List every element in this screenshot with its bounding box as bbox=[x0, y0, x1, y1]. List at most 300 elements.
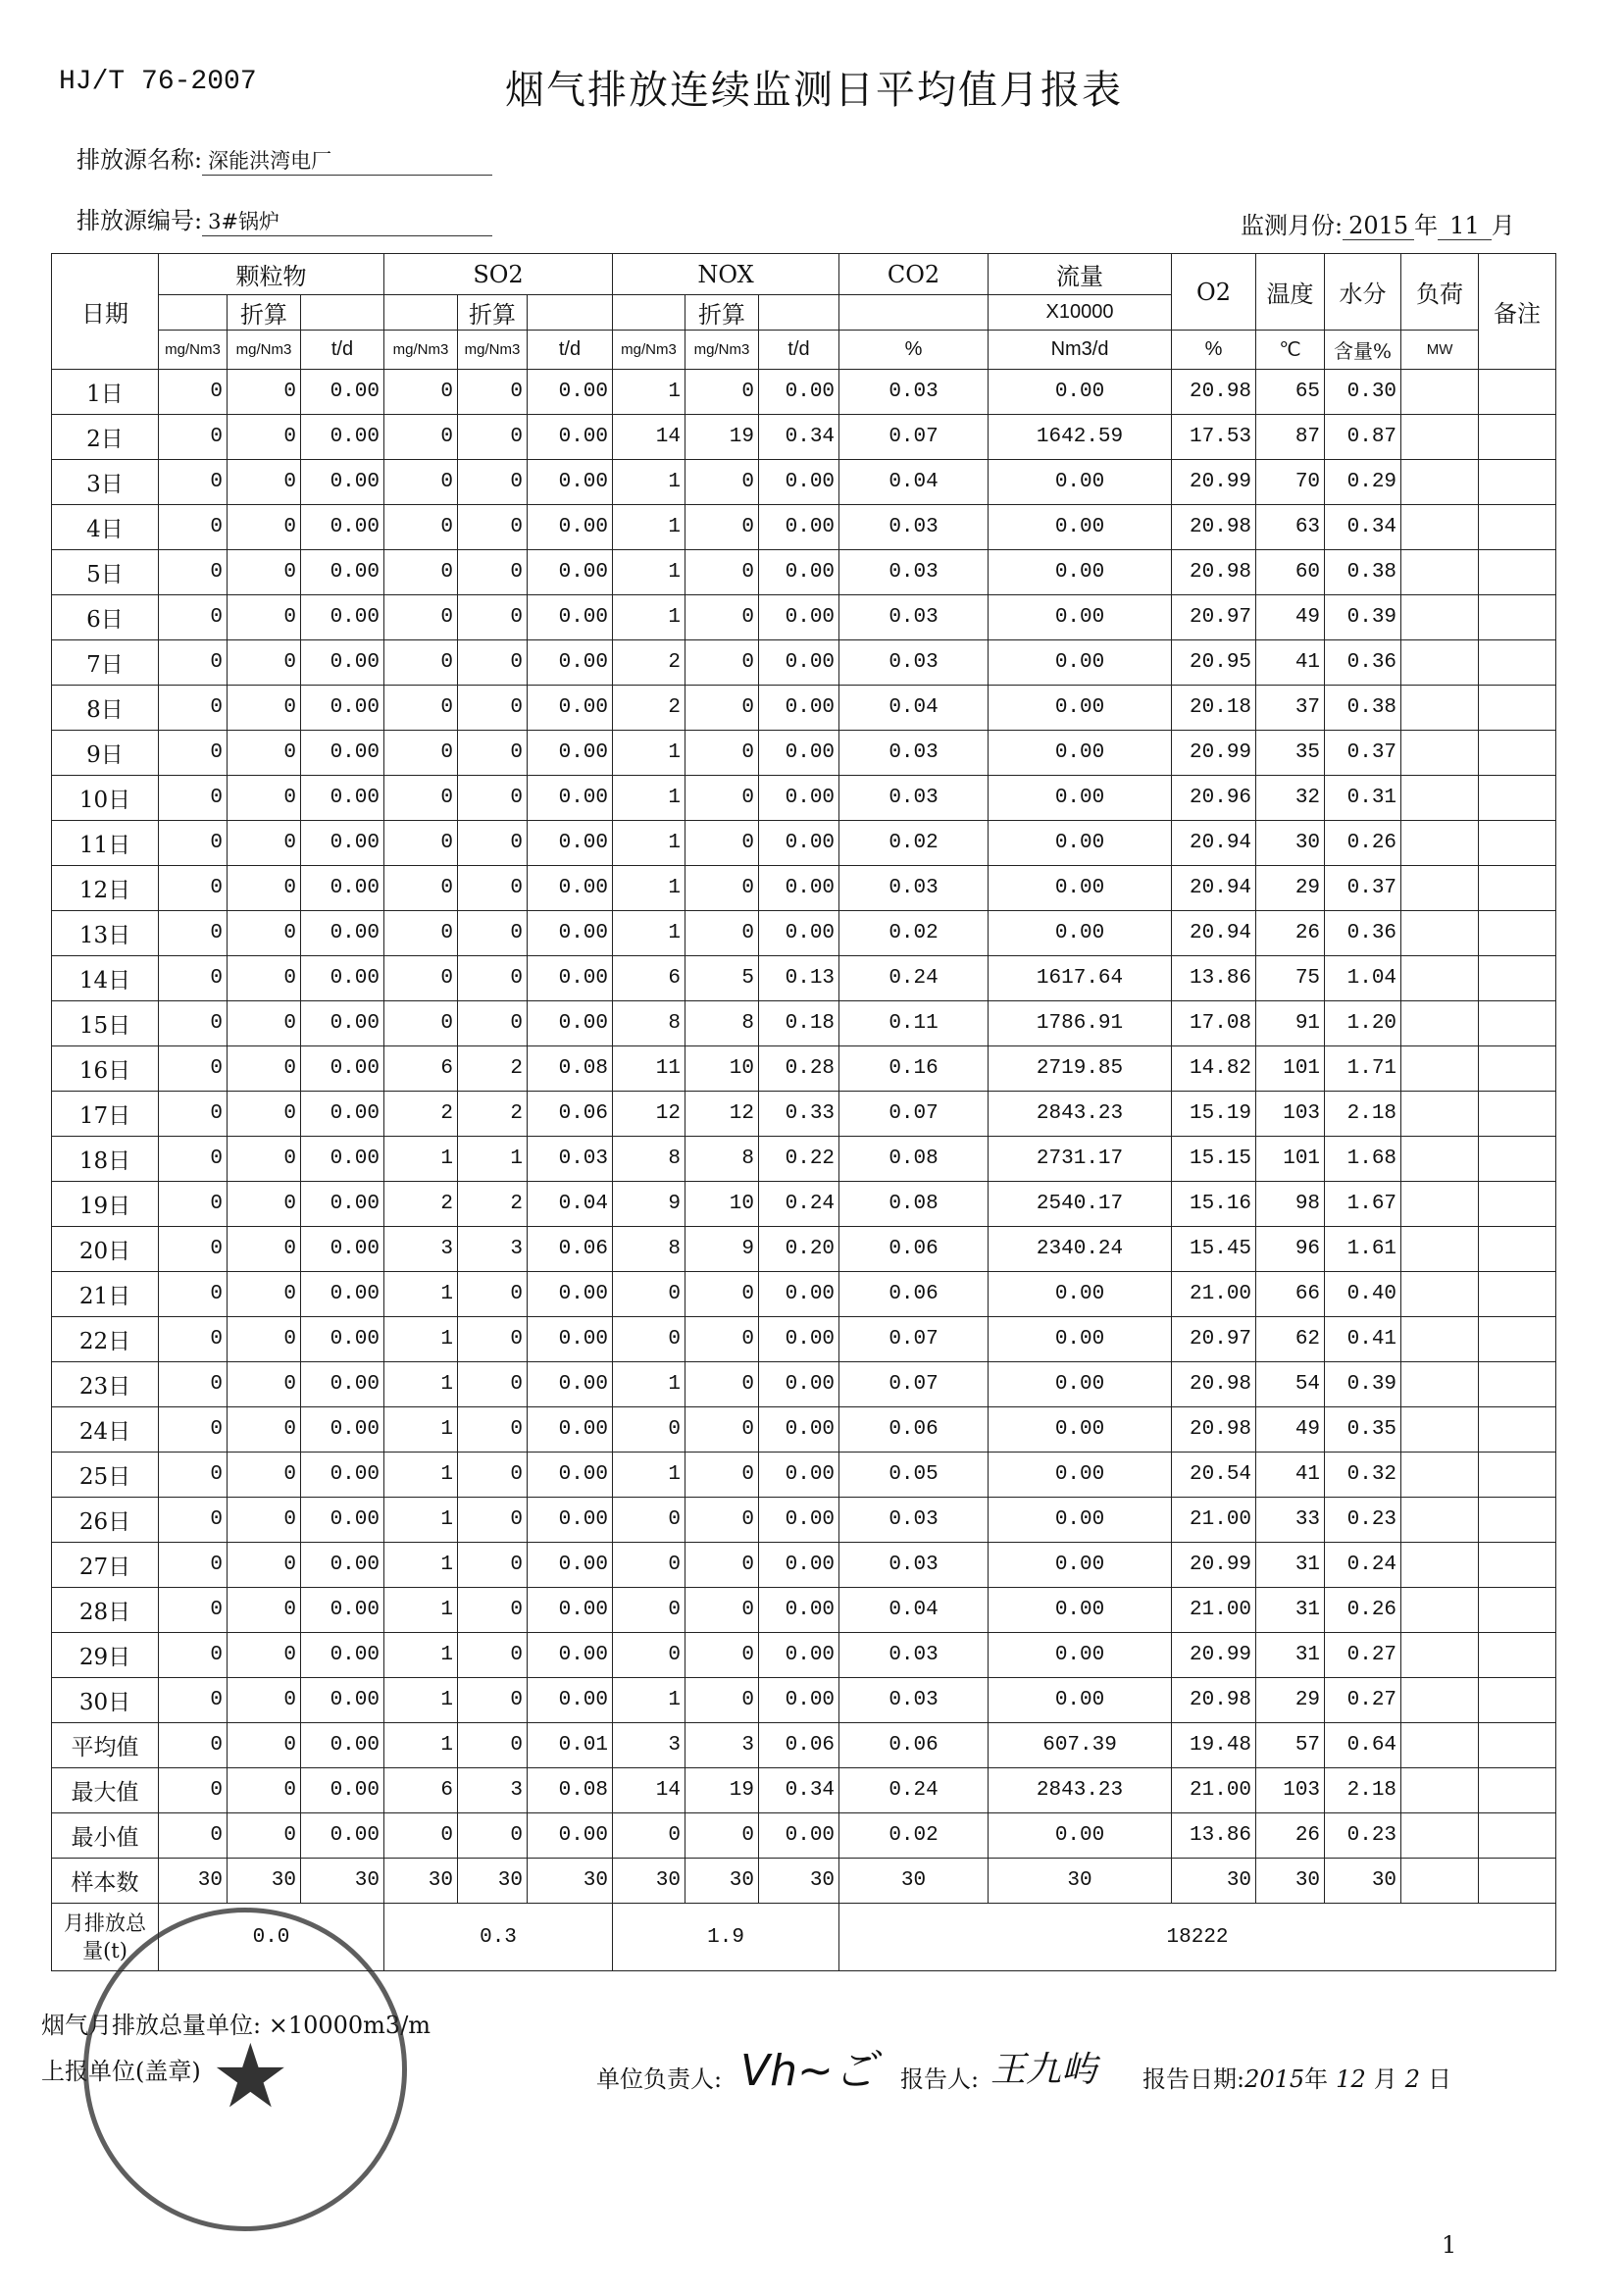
cell-temp: 31 bbox=[1256, 1543, 1325, 1588]
cell-nox-converted: 10 bbox=[685, 1182, 759, 1227]
cell-so2-mg: 1 bbox=[384, 1498, 458, 1543]
cell-particle-converted: 0 bbox=[228, 370, 301, 415]
cell-particle-td: 0.00 bbox=[301, 956, 384, 1001]
cell-water: 0.87 bbox=[1325, 415, 1401, 460]
cell-nox-converted: 0 bbox=[685, 640, 759, 686]
cell-date: 7日 bbox=[52, 640, 159, 686]
cell-nox-td: 0.00 bbox=[759, 731, 839, 776]
cell-so2-mg: 0 bbox=[384, 731, 458, 776]
monitoring-table bbox=[51, 253, 1556, 1971]
cell-so2-td: 0.00 bbox=[528, 1543, 613, 1588]
cell-nox-mg: 8 bbox=[613, 1227, 685, 1272]
cell-particle-converted: 0 bbox=[228, 731, 301, 776]
cell-so2-converted: 0 bbox=[458, 595, 528, 640]
cell-co2: 0.06 bbox=[839, 1272, 989, 1317]
cell-o2: 17.08 bbox=[1172, 1001, 1256, 1046]
cell-so2-td: 0.08 bbox=[528, 1768, 613, 1813]
cell-particle-converted: 0 bbox=[228, 956, 301, 1001]
cell-particle-mg: 0 bbox=[159, 1092, 228, 1137]
cell-particle-td: 0.00 bbox=[301, 1588, 384, 1633]
cell-flow: 0.00 bbox=[989, 911, 1172, 956]
cell-particle-converted: 0 bbox=[228, 866, 301, 911]
cell-nox-td: 0.18 bbox=[759, 1001, 839, 1046]
cell-co2: 0.02 bbox=[839, 911, 989, 956]
cell-note bbox=[1479, 731, 1556, 776]
source-name-value: 深能洪湾电厂 bbox=[202, 145, 492, 176]
cell-co2: 0.02 bbox=[839, 821, 989, 866]
cell-so2-td: 0.00 bbox=[528, 505, 613, 550]
cell-so2-mg: 1 bbox=[384, 1272, 458, 1317]
cell-co2: 0.03 bbox=[839, 1498, 989, 1543]
cell-so2-converted: 0 bbox=[458, 1588, 528, 1633]
cell-nox-converted: 19 bbox=[685, 1768, 759, 1813]
cell-particle-td: 0.00 bbox=[301, 1633, 384, 1678]
cell-so2-td: 0.00 bbox=[528, 1453, 613, 1498]
cell-date: 10日 bbox=[52, 776, 159, 821]
cell-water: 2.18 bbox=[1325, 1768, 1401, 1813]
cell-particle-converted: 0 bbox=[228, 1723, 301, 1768]
cell-co2: 0.03 bbox=[839, 370, 989, 415]
cell-flow: 0.00 bbox=[989, 640, 1172, 686]
seal-star-icon: ★ bbox=[211, 2025, 290, 2128]
cell-load bbox=[1401, 1092, 1479, 1137]
cell-o2: 20.99 bbox=[1172, 460, 1256, 505]
cell-note bbox=[1479, 686, 1556, 731]
cell-note bbox=[1479, 1633, 1556, 1678]
cell-date: 28日 bbox=[52, 1588, 159, 1633]
cell-o2: 20.98 bbox=[1172, 1407, 1256, 1453]
cell-nox-converted: 0 bbox=[685, 1272, 759, 1317]
cell-o2: 15.15 bbox=[1172, 1137, 1256, 1182]
col-particle: 颗粒物 bbox=[159, 254, 384, 295]
cell-load bbox=[1401, 1272, 1479, 1317]
table-row bbox=[52, 1046, 1556, 1092]
cell-nox-td: 0.20 bbox=[759, 1227, 839, 1272]
cell-note bbox=[1479, 1723, 1556, 1768]
cell-nox-td: 0.00 bbox=[759, 1453, 839, 1498]
cell-water: 0.30 bbox=[1325, 370, 1401, 415]
cell-load bbox=[1401, 1859, 1479, 1904]
cell-so2-td: 0.01 bbox=[528, 1723, 613, 1768]
cell-nox-converted: 0 bbox=[685, 1498, 759, 1543]
cell-nox-converted: 0 bbox=[685, 550, 759, 595]
cell-temp: 62 bbox=[1256, 1317, 1325, 1362]
cell-nox-converted: 8 bbox=[685, 1001, 759, 1046]
cell-particle-mg: 0 bbox=[159, 866, 228, 911]
flow-total: 18222 bbox=[839, 1904, 1556, 1971]
cell-so2-converted: 0 bbox=[458, 686, 528, 731]
cell-nox-td: 0.00 bbox=[759, 370, 839, 415]
source-name bbox=[76, 140, 492, 176]
unit: 含量% bbox=[1325, 331, 1401, 370]
cell-nox-mg: 1 bbox=[613, 370, 685, 415]
cell-flow: 0.00 bbox=[989, 731, 1172, 776]
table-row bbox=[52, 1227, 1556, 1272]
cell-temp: 33 bbox=[1256, 1498, 1325, 1543]
row-label: 月排放总量(t) bbox=[52, 1904, 159, 1971]
cell-so2-td: 0.03 bbox=[528, 1137, 613, 1182]
cell-date: 13日 bbox=[52, 911, 159, 956]
cell-flow: 0.00 bbox=[989, 460, 1172, 505]
table-row bbox=[52, 911, 1556, 956]
cell-particle-converted: 30 bbox=[228, 1859, 301, 1904]
cell-nox-td: 0.00 bbox=[759, 866, 839, 911]
table-row bbox=[52, 1453, 1556, 1498]
table-row bbox=[52, 1768, 1556, 1813]
cell-water: 0.37 bbox=[1325, 731, 1401, 776]
unit: mg/Nm3 bbox=[685, 331, 759, 370]
particle-total: 0.0 bbox=[159, 1904, 384, 1971]
cell-particle-mg: 0 bbox=[159, 956, 228, 1001]
cell-nox-mg: 1 bbox=[613, 731, 685, 776]
unit: mg/Nm3 bbox=[613, 331, 685, 370]
cell-so2-mg: 0 bbox=[384, 370, 458, 415]
table-row bbox=[52, 1182, 1556, 1227]
flow-multiplier: X10000 bbox=[989, 295, 1172, 331]
cell-particle-td: 0.00 bbox=[301, 505, 384, 550]
cell-note bbox=[1479, 415, 1556, 460]
cell-note bbox=[1479, 956, 1556, 1001]
date-month: 12 bbox=[1336, 2065, 1366, 2093]
col-note: 备注 bbox=[1479, 254, 1556, 370]
cell-nox-converted: 0 bbox=[685, 776, 759, 821]
cell-so2-mg: 3 bbox=[384, 1227, 458, 1272]
cell-nox-mg: 0 bbox=[613, 1588, 685, 1633]
cell-note bbox=[1479, 460, 1556, 505]
cell-nox-td: 0.00 bbox=[759, 1678, 839, 1723]
cell-flow: 0.00 bbox=[989, 505, 1172, 550]
cell-so2-td: 0.00 bbox=[528, 911, 613, 956]
unit: t/d bbox=[301, 331, 384, 370]
cell-note bbox=[1479, 1001, 1556, 1046]
cell-nox-td: 0.00 bbox=[759, 776, 839, 821]
cell-particle-mg: 0 bbox=[159, 1317, 228, 1362]
cell-particle-converted: 0 bbox=[228, 505, 301, 550]
cell-water: 30 bbox=[1325, 1859, 1401, 1904]
cell-water: 0.23 bbox=[1325, 1498, 1401, 1543]
cell-water: 0.26 bbox=[1325, 1588, 1401, 1633]
cell-water: 0.27 bbox=[1325, 1678, 1401, 1723]
cell-so2-converted: 0 bbox=[458, 956, 528, 1001]
cell-so2-mg: 0 bbox=[384, 776, 458, 821]
cell-particle-converted: 0 bbox=[228, 1137, 301, 1182]
table-row bbox=[52, 686, 1556, 731]
table-row bbox=[52, 776, 1556, 821]
cell-load bbox=[1401, 1498, 1479, 1543]
cell-so2-td: 0.00 bbox=[528, 550, 613, 595]
cell-temp: 75 bbox=[1256, 956, 1325, 1001]
cell-date: 25日 bbox=[52, 1453, 159, 1498]
cell-particle-converted: 0 bbox=[228, 1001, 301, 1046]
cell-water: 0.39 bbox=[1325, 595, 1401, 640]
cell-so2-converted: 0 bbox=[458, 1813, 528, 1859]
cell-nox-mg: 0 bbox=[613, 1317, 685, 1362]
cell-load bbox=[1401, 1137, 1479, 1182]
cell-flow: 0.00 bbox=[989, 1633, 1172, 1678]
cell-nox-td: 0.00 bbox=[759, 1362, 839, 1407]
cell-temp: 70 bbox=[1256, 460, 1325, 505]
cell-so2-converted: 0 bbox=[458, 1362, 528, 1407]
col-flow: 流量 bbox=[989, 254, 1172, 295]
cell-particle-mg: 0 bbox=[159, 911, 228, 956]
cell-flow: 2340.24 bbox=[989, 1227, 1172, 1272]
cell-particle-mg: 0 bbox=[159, 1182, 228, 1227]
cell-nox-converted: 0 bbox=[685, 505, 759, 550]
cell-o2: 20.97 bbox=[1172, 1317, 1256, 1362]
cell-date: 1日 bbox=[52, 370, 159, 415]
cell-temp: 63 bbox=[1256, 505, 1325, 550]
cell-particle-mg: 0 bbox=[159, 1588, 228, 1633]
cell-nox-mg: 8 bbox=[613, 1001, 685, 1046]
cell-so2-mg: 1 bbox=[384, 1453, 458, 1498]
cell-so2-td: 0.00 bbox=[528, 370, 613, 415]
cell-temp: 101 bbox=[1256, 1137, 1325, 1182]
cell-nox-mg: 1 bbox=[613, 776, 685, 821]
cell-load bbox=[1401, 776, 1479, 821]
unit: mg/Nm3 bbox=[159, 331, 228, 370]
cell-temp: 30 bbox=[1256, 1859, 1325, 1904]
cell-so2-mg: 0 bbox=[384, 505, 458, 550]
cell-flow: 2731.17 bbox=[989, 1137, 1172, 1182]
cell-date: 24日 bbox=[52, 1407, 159, 1453]
cell-flow: 0.00 bbox=[989, 1272, 1172, 1317]
cell-so2-mg: 6 bbox=[384, 1046, 458, 1092]
cell-flow: 0.00 bbox=[989, 1678, 1172, 1723]
so2-total: 0.3 bbox=[384, 1904, 613, 1971]
cell-particle-mg: 0 bbox=[159, 595, 228, 640]
cell-particle-converted: 0 bbox=[228, 1453, 301, 1498]
cell-flow: 0.00 bbox=[989, 776, 1172, 821]
cell-load bbox=[1401, 731, 1479, 776]
cell-o2: 15.19 bbox=[1172, 1092, 1256, 1137]
cell-so2-converted: 0 bbox=[458, 505, 528, 550]
cell-nox-mg: 0 bbox=[613, 1633, 685, 1678]
cell-nox-td: 0.00 bbox=[759, 1543, 839, 1588]
cell-so2-td: 0.00 bbox=[528, 1813, 613, 1859]
cell-nox-converted: 8 bbox=[685, 1137, 759, 1182]
cell-water: 0.40 bbox=[1325, 1272, 1401, 1317]
source-no-label: 排放源编号: bbox=[76, 207, 203, 234]
cell-load bbox=[1401, 1182, 1479, 1227]
cell-water: 1.71 bbox=[1325, 1046, 1401, 1092]
cell-so2-mg: 0 bbox=[384, 911, 458, 956]
cell-particle-mg: 0 bbox=[159, 1813, 228, 1859]
cell-particle-converted: 0 bbox=[228, 1317, 301, 1362]
cell-flow: 0.00 bbox=[989, 686, 1172, 731]
cell-so2-converted: 0 bbox=[458, 1723, 528, 1768]
cell-nox-converted: 0 bbox=[685, 1317, 759, 1362]
cell-so2-mg: 2 bbox=[384, 1092, 458, 1137]
table-row bbox=[52, 595, 1556, 640]
cell-co2: 0.07 bbox=[839, 1317, 989, 1362]
cell-nox-td: 0.00 bbox=[759, 686, 839, 731]
cell-so2-converted: 1 bbox=[458, 1137, 528, 1182]
cell-date: 2日 bbox=[52, 415, 159, 460]
cell-nox-mg: 1 bbox=[613, 460, 685, 505]
table-row bbox=[52, 1498, 1556, 1543]
cell-load bbox=[1401, 1317, 1479, 1362]
report-date bbox=[1142, 2060, 1451, 2094]
cell-load bbox=[1401, 1453, 1479, 1498]
cell-date: 4日 bbox=[52, 505, 159, 550]
cell-nox-converted: 3 bbox=[685, 1723, 759, 1768]
cell-so2-converted: 0 bbox=[458, 866, 528, 911]
cell-nox-converted: 30 bbox=[685, 1859, 759, 1904]
cell-co2: 0.07 bbox=[839, 415, 989, 460]
cell-flow: 2843.23 bbox=[989, 1768, 1172, 1813]
cell-so2-converted: 0 bbox=[458, 821, 528, 866]
cell-so2-mg: 1 bbox=[384, 1543, 458, 1588]
cell-particle-mg: 0 bbox=[159, 686, 228, 731]
cell-so2-converted: 2 bbox=[458, 1046, 528, 1092]
cell-flow: 0.00 bbox=[989, 595, 1172, 640]
cell-flow: 2540.17 bbox=[989, 1182, 1172, 1227]
cell-o2: 20.98 bbox=[1172, 1678, 1256, 1723]
cell-water: 1.61 bbox=[1325, 1227, 1401, 1272]
cell-nox-converted: 0 bbox=[685, 686, 759, 731]
cell-so2-td: 0.00 bbox=[528, 1362, 613, 1407]
cell-load bbox=[1401, 1046, 1479, 1092]
cell-note bbox=[1479, 1588, 1556, 1633]
table-row bbox=[52, 1001, 1556, 1046]
cell-so2-td: 0.00 bbox=[528, 1633, 613, 1678]
cell-o2: 20.98 bbox=[1172, 505, 1256, 550]
cell-so2-converted: 0 bbox=[458, 1633, 528, 1678]
cell-so2-mg: 30 bbox=[384, 1859, 458, 1904]
cell-particle-td: 0.00 bbox=[301, 550, 384, 595]
date-day: 2 bbox=[1404, 2065, 1420, 2093]
table-row bbox=[52, 505, 1556, 550]
cell-particle-mg: 0 bbox=[159, 1001, 228, 1046]
cell-particle-td: 0.00 bbox=[301, 821, 384, 866]
cell-so2-td: 0.00 bbox=[528, 460, 613, 505]
cell-nox-mg: 0 bbox=[613, 1407, 685, 1453]
cell-nox-mg: 12 bbox=[613, 1092, 685, 1137]
cell-o2: 21.00 bbox=[1172, 1588, 1256, 1633]
cell-so2-td: 0.00 bbox=[528, 595, 613, 640]
cell-so2-mg: 1 bbox=[384, 1407, 458, 1453]
table-row bbox=[52, 415, 1556, 460]
cell-nox-converted: 0 bbox=[685, 460, 759, 505]
cell-particle-mg: 0 bbox=[159, 1362, 228, 1407]
cell-o2: 20.99 bbox=[1172, 1543, 1256, 1588]
cell-particle-mg: 0 bbox=[159, 1227, 228, 1272]
cell-particle-mg: 0 bbox=[159, 415, 228, 460]
cell-so2-converted: 0 bbox=[458, 370, 528, 415]
cell-o2: 20.94 bbox=[1172, 911, 1256, 956]
cell-so2-td: 0.00 bbox=[528, 1678, 613, 1723]
cell-so2-mg: 0 bbox=[384, 415, 458, 460]
cell-so2-td: 0.04 bbox=[528, 1182, 613, 1227]
table-row bbox=[52, 1588, 1556, 1633]
cell-particle-td: 0.00 bbox=[301, 866, 384, 911]
cell-so2-converted: 2 bbox=[458, 1182, 528, 1227]
cell-co2: 0.03 bbox=[839, 595, 989, 640]
cell-nox-td: 0.00 bbox=[759, 1317, 839, 1362]
cell-nox-converted: 19 bbox=[685, 415, 759, 460]
col-temp: 温度 bbox=[1256, 254, 1325, 331]
cell-nox-converted: 5 bbox=[685, 956, 759, 1001]
cell-note bbox=[1479, 1453, 1556, 1498]
cell-particle-td: 0.00 bbox=[301, 1813, 384, 1859]
table-row bbox=[52, 1362, 1556, 1407]
table-row bbox=[52, 731, 1556, 776]
cell-water: 0.37 bbox=[1325, 866, 1401, 911]
cell-particle-td: 0.00 bbox=[301, 1317, 384, 1362]
cell-water: 0.34 bbox=[1325, 505, 1401, 550]
year-unit: 年 bbox=[1414, 212, 1439, 239]
cell-so2-converted: 0 bbox=[458, 911, 528, 956]
cell-water: 1.67 bbox=[1325, 1182, 1401, 1227]
page-title: 烟气排放连续监测日平均值月报表 bbox=[505, 68, 1123, 113]
cell-co2: 0.24 bbox=[839, 956, 989, 1001]
cell-so2-converted: 3 bbox=[458, 1768, 528, 1813]
cell-particle-mg: 0 bbox=[159, 1453, 228, 1498]
cell-o2: 13.86 bbox=[1172, 956, 1256, 1001]
cell-o2: 20.98 bbox=[1172, 370, 1256, 415]
table-row bbox=[52, 866, 1556, 911]
cell-flow: 1642.59 bbox=[989, 415, 1172, 460]
cell-so2-converted: 0 bbox=[458, 1678, 528, 1723]
cell-particle-mg: 0 bbox=[159, 550, 228, 595]
cell-temp: 30 bbox=[1256, 821, 1325, 866]
cell-flow: 2719.85 bbox=[989, 1046, 1172, 1092]
cell-so2-mg: 1 bbox=[384, 1317, 458, 1362]
cell-so2-td: 0.06 bbox=[528, 1227, 613, 1272]
cell-nox-td: 0.00 bbox=[759, 1407, 839, 1453]
cell-so2-td: 0.00 bbox=[528, 415, 613, 460]
cell-co2: 0.08 bbox=[839, 1137, 989, 1182]
cell-nox-converted: 0 bbox=[685, 911, 759, 956]
cell-so2-td: 0.00 bbox=[528, 1317, 613, 1362]
cell-water: 0.31 bbox=[1325, 776, 1401, 821]
cell-particle-converted: 0 bbox=[228, 1407, 301, 1453]
cell-co2: 0.02 bbox=[839, 1813, 989, 1859]
cell-nox-mg: 1 bbox=[613, 1362, 685, 1407]
cell-flow: 0.00 bbox=[989, 370, 1172, 415]
cell-date: 22日 bbox=[52, 1317, 159, 1362]
cell-nox-mg: 0 bbox=[613, 1543, 685, 1588]
cell-nox-td: 0.28 bbox=[759, 1046, 839, 1092]
cell-o2: 21.00 bbox=[1172, 1272, 1256, 1317]
cell-temp: 96 bbox=[1256, 1227, 1325, 1272]
cell-particle-td: 0.00 bbox=[301, 911, 384, 956]
cell-nox-converted: 0 bbox=[685, 1813, 759, 1859]
cell-particle-mg: 0 bbox=[159, 1407, 228, 1453]
cell-so2-td: 0.08 bbox=[528, 1046, 613, 1092]
cell-date: 3日 bbox=[52, 460, 159, 505]
cell-so2-converted: 0 bbox=[458, 1272, 528, 1317]
cell-nox-mg: 3 bbox=[613, 1723, 685, 1768]
cell-temp: 103 bbox=[1256, 1768, 1325, 1813]
col-load: 负荷 bbox=[1401, 254, 1479, 331]
reporter-signature: 王九屿 bbox=[990, 2050, 1097, 2090]
table-row bbox=[52, 370, 1556, 415]
cell-nox-converted: 0 bbox=[685, 1543, 759, 1588]
cell-particle-td: 0.00 bbox=[301, 1001, 384, 1046]
cell-load bbox=[1401, 1001, 1479, 1046]
cell-note bbox=[1479, 370, 1556, 415]
cell-particle-converted: 0 bbox=[228, 640, 301, 686]
table-row bbox=[52, 1272, 1556, 1317]
cell-particle-mg: 0 bbox=[159, 1272, 228, 1317]
cell-so2-mg: 6 bbox=[384, 1768, 458, 1813]
cell-note bbox=[1479, 1272, 1556, 1317]
cell-temp: 32 bbox=[1256, 776, 1325, 821]
cell-date: 平均值 bbox=[52, 1723, 159, 1768]
cell-load bbox=[1401, 1678, 1479, 1723]
cell-o2: 21.00 bbox=[1172, 1768, 1256, 1813]
